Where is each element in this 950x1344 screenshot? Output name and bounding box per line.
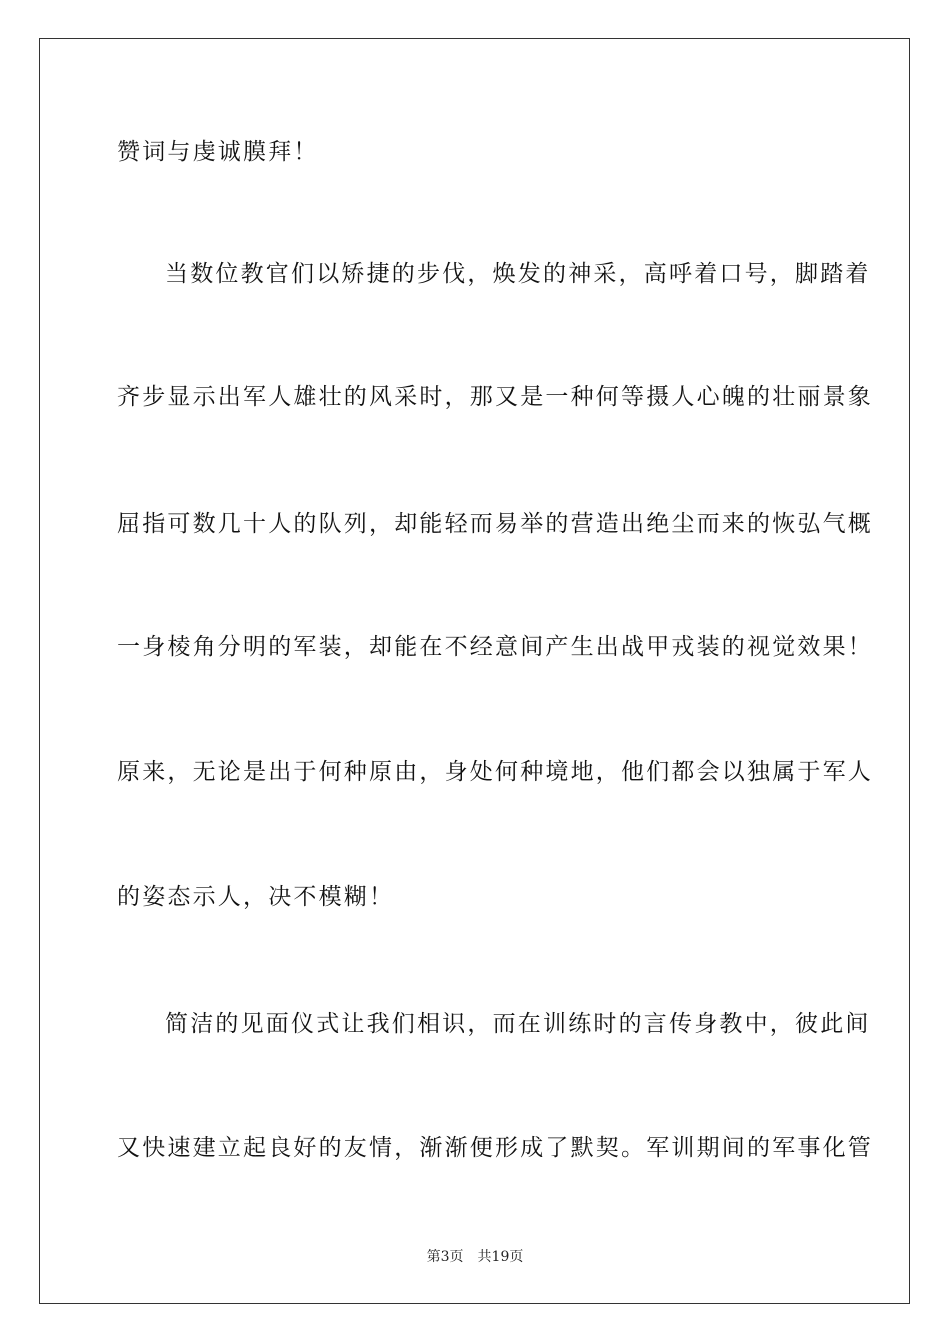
- text-line-6: 原来，无论是出于何种原由，身处何种境地，他们都会以独属于军人: [117, 759, 873, 785]
- page-number: 第3页: [426, 1249, 464, 1265]
- text-line-7: 的姿态示人，决不模糊！: [117, 884, 395, 910]
- text-line-2: 当数位教官们以矫捷的步伐，焕发的神采，高呼着口号，脚踏着: [165, 261, 871, 287]
- page-border: [39, 38, 910, 1304]
- page-total: 共19页: [477, 1249, 524, 1265]
- text-line-8: 简洁的见面仪式让我们相识，而在训练时的言传身教中，彼此间: [165, 1011, 871, 1037]
- text-line-9: 又快速建立起良好的友情，渐渐便形成了默契。军训期间的军事化管: [117, 1135, 873, 1161]
- text-line-5: 一身棱角分明的军装，却能在不经意间产生出战甲戎装的视觉效果！: [117, 634, 873, 660]
- page-footer: [0, 1248, 950, 1266]
- text-line-1: 赞词与虔诚膜拜！: [117, 139, 319, 165]
- text-line-3: 齐步显示出军人雄壮的风采时，那又是一种何等摄人心魄的壮丽景象: [117, 384, 873, 410]
- text-line-4: 屈指可数几十人的队列，却能轻而易举的营造出绝尘而来的恢弘气概: [117, 511, 873, 537]
